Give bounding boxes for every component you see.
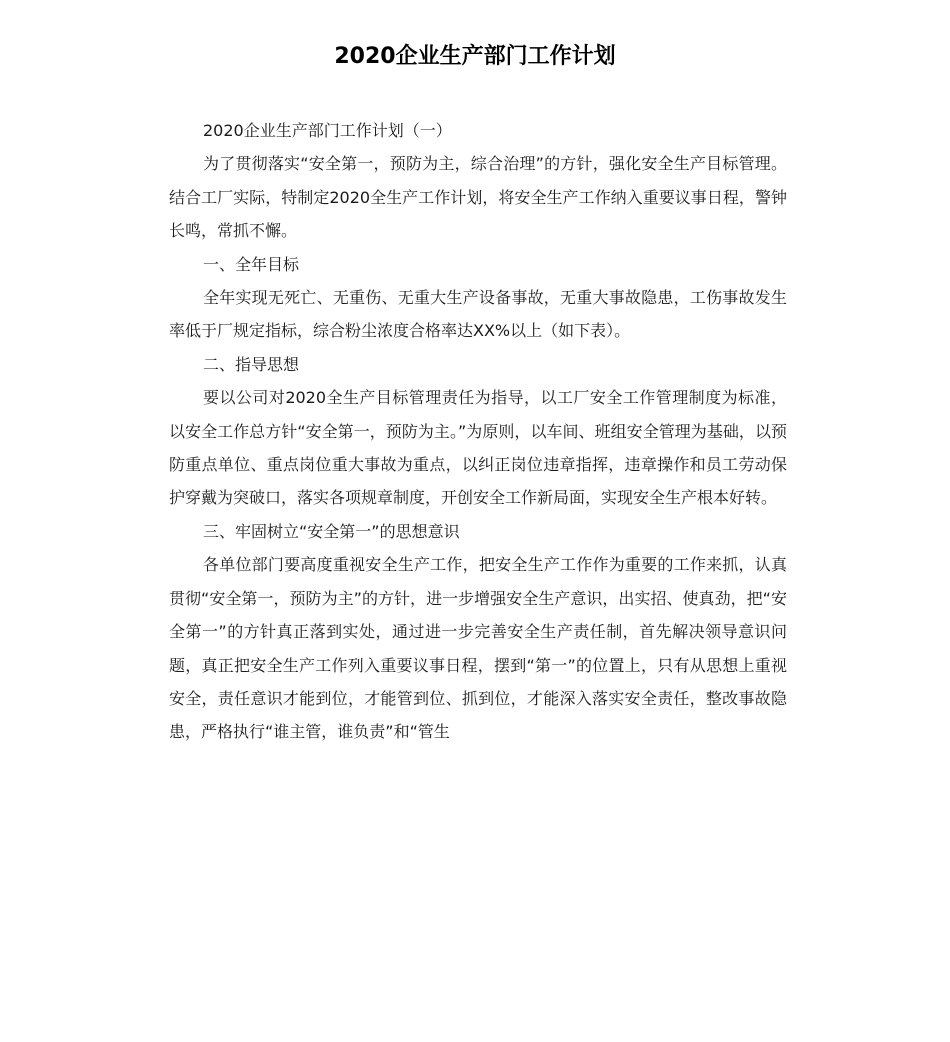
document-body [169,114,787,749]
document-title: 2020企业生产部门工作计划 [334,44,616,69]
paragraph-guiding-thought: 要以公司对2020全生产目标管理责任为指导，以工厂安全工作管理制度为标准，以安全工作总方针“安全第一，预防为主。”为原则，以车间、班组安全管理为基础，以预防重点单位、重点岗位重大事故为重点，以纠正岗位违章指挥，违章操作和员工劳动保护穿戴为突破口，落实各项规章制度，开创安全工作新局面，实现安全生产根本好转。 [169,388,787,508]
paragraph-intro: 为了贯彻落实“安全第一，预防为主，综合治理”的方针，强化安全生产目标管理。结合工厂实际，特制定2020全生产工作计划，将安全生产工作纳入重要议事日程，警钟长鸣，常抓不懈。 [169,154,787,241]
paragraph-section-heading-1: 2020企业生产部门工作计划（一） [203,121,452,140]
paragraph-safety-awareness: 各单位部门要高度重视安全生产工作，把安全生产工作作为重要的工作来抓，认真贯彻“安全第一，预防为主”的方针，进一步增强安全生产意识，出实招、使真劲，把“安全第一”的方针真正落到实处，通过进一步完善安全生产责任制，首先解决领导意识问题，真正把安全生产工作列入重要议事日程，摆到“第一”的位置上，只有从思想上重视安全，责任意识才能到位，才能管到位、抓到位，才能深入落实安全责任，整改事故隐患，严格执行“谁主管，谁负责”和“管生 [169,555,787,742]
heading-guiding-thought: 二、指导思想 [203,354,300,374]
heading-annual-goal: 一、全年目标 [203,254,300,274]
heading-safety-awareness: 三、牢固树立“安全第一”的思想意识 [203,521,460,541]
paragraph-annual-goal: 全年实现无死亡、无重伤、无重大生产设备事故，无重大事故隐患，工伤事故发生率低于厂规定指标，综合粉尘浓度合格率达XX%以上（如下表）。 [169,288,787,341]
